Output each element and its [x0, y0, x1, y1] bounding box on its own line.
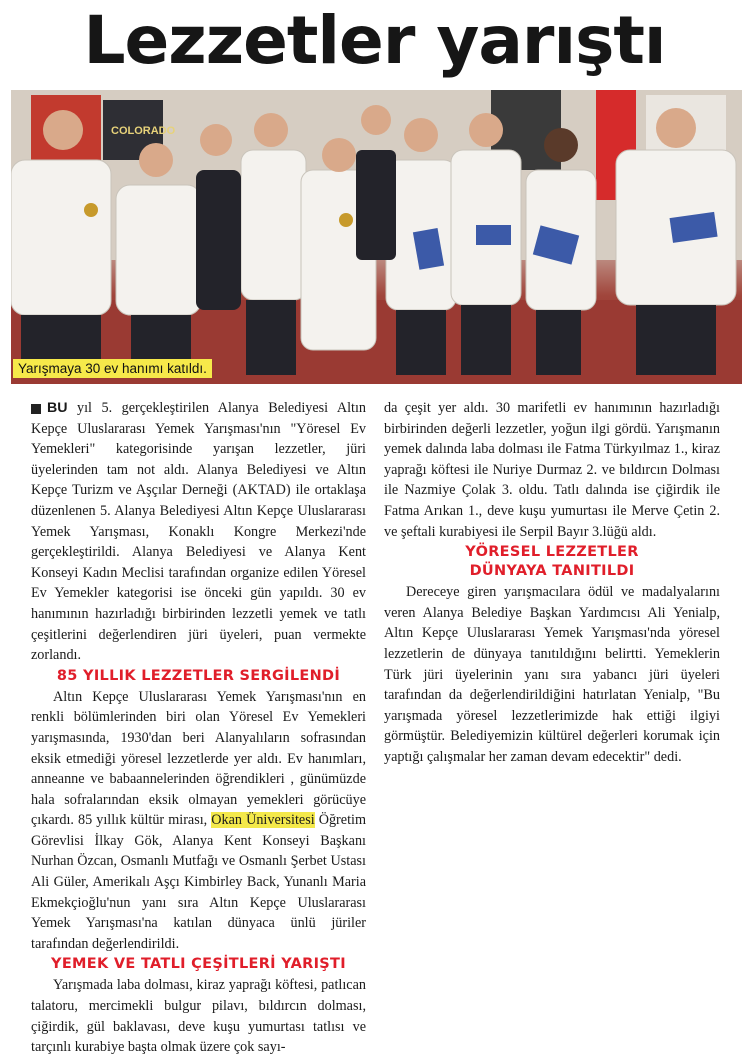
- news-photo: [11, 90, 742, 384]
- article-paragraph-3-continued: da çeşit yer aldı. 30 marifetli ev hanımının hazırladığı birbirinden değerli lezzetler, yoğun ilgi gördü. Yarışmanın yemek dalında laba dolması ile Fatma Türkyılmaz 1., kiraz yaprağı köftesi ile Nuriye Durmaz 2. ve bıldırcın Dolması ile Nazmiye Çolak 3. oldu. Tatlı dalında ise çiğirdik ile Fatma Arıkan 1., deve kuşu yumurtası ile Merve Çetin 2. ve şeftali kurabiyesi ile Serpil Bayır 3.lüğü aldı.: [384, 400, 720, 540]
- subheading-1: 85 YILLIK LEZZETLER SERGİLENDİ: [56, 667, 341, 684]
- article-paragraph-4: Dereceye giren yarışmacılara ödül ve madalyalarını veren Alanya Belediye Başkan Yardımcısı Ali Yenialp, Altın Kepçe Uluslararası Yemek Yarışması'nda yöresel lezzetlerin de dünyaya tanıtıldığını belirtti. Yemeklerin Türk jüri üyelerinin yanı sıra yabancı jüri üyeleri tarafından da değerlendirildiğini hatırlatan Yenialp, "Bu yarışmada yöresel lezzetlerimizde hak ettiği ilgiyi görmüştür. Belediyemizin kültürel değerleri korumak için yaptığı çalışmalar her zaman devam edecektir" dedi.: [384, 584, 720, 765]
- bullet-square-icon: [31, 404, 41, 414]
- paragraph-2-text-a: Altın Kepçe Uluslararası Yemek Yarışması'nın en renkli bölümlerinden biri olan Yöresel Ev Yemekleri yarışmasında, 1930'dan beri Alanyalıların sofrasından eksik etmediği yöresel lezzetlerde yer aldı. Ev hanımları, anneanne ve babaannelerinden öğrendikleri , günümüzde hala sofralarından eksik olmayan yemekleri görücüye çıkardı. 85 yıllık kültür mirası,: [31, 688, 366, 829]
- paragraph-2-text-b: Öğretim Görevlisi İlkay Gök, Alanya Kent Konseyi Başkanı Nurhan Özcan, Osmanlı Mutfağı ve Osmanlı Şerbet Ustası Ali Güler, Amerikalı Aşçı Kimbirley Back, Yunanlı Maria Ekmekçioğlu'nun yanı sıra Altın Kepçe Uluslararası Yemek Yarışması'na katılan dünyaca ünlü jüriler tarafından değerlendirildi.: [31, 812, 366, 952]
- article-column-left: [31, 398, 366, 1058]
- paragraph-1-text: yıl 5. gerçekleştirilen Alanya Belediyesi Altın Kepçe Uluslararası Yemek Yarışması'nın "Yöresel Ev Yemekleri" kategorisinde yarışan lezzetler, jüri üyelerinden tam not aldı. Alanya Belediyesi ve Altın Kepçe Turizm ve Aşçılar Derneği (AKTAD) ile ortaklaşa düzenlenen 5. Alanya Belediyesi Altın Kepçe Uluslararası Yemek Yarışması, Konaklı Kongre Merkezi'nde gerçekleştirildi. Alanya Belediyesi ve Alanya Kent Konseyi Kadın Meclisi tarafından organize edilen Yöresel Ev Yemekler kategorisi ise önceki gün yapıldı. 30 ev hanımının hazırladığı birbirinden lezzetli yemek ve tatlı çeşitlerini değerlendiren jüri üyeleri, puan vermekte zorlandı.: [31, 400, 366, 664]
- article-paragraph-2: [31, 687, 366, 955]
- subheading-2: YEMEK VE TATLI ÇEŞİTLERİ YARIŞTI: [51, 956, 346, 973]
- group-photo-illustration: [11, 90, 742, 384]
- banner-text: COLORADO: [111, 125, 176, 137]
- article-paragraph-1: [31, 398, 366, 666]
- article-paragraph-3: Yarışmada laba dolması, kiraz yaprağı köftesi, patlıcan talatoru, mercimekli bulgur pilavı, bıldırcın dolması, çiğirdik, gül baklavası, deve kuşu yumurtası tatlısı ve tarçınlı kurabiye başta olmak üzere çok sayı-: [31, 977, 366, 1056]
- lead-word: BU: [47, 400, 68, 416]
- article-column-right: [384, 398, 720, 768]
- photo-caption: Yarışmaya 30 ev hanımı katıldı.: [13, 359, 212, 378]
- subheading-3-line-1: YÖRESEL LEZZETLER: [465, 544, 639, 561]
- highlighted-text: Okan Üniversitesi: [211, 812, 315, 829]
- subheading-3: [384, 543, 720, 581]
- subheading-3-line-2: DÜNYAYA TANITILDI: [469, 563, 635, 580]
- headline: Lezzetler yarıştı: [83, 2, 666, 79]
